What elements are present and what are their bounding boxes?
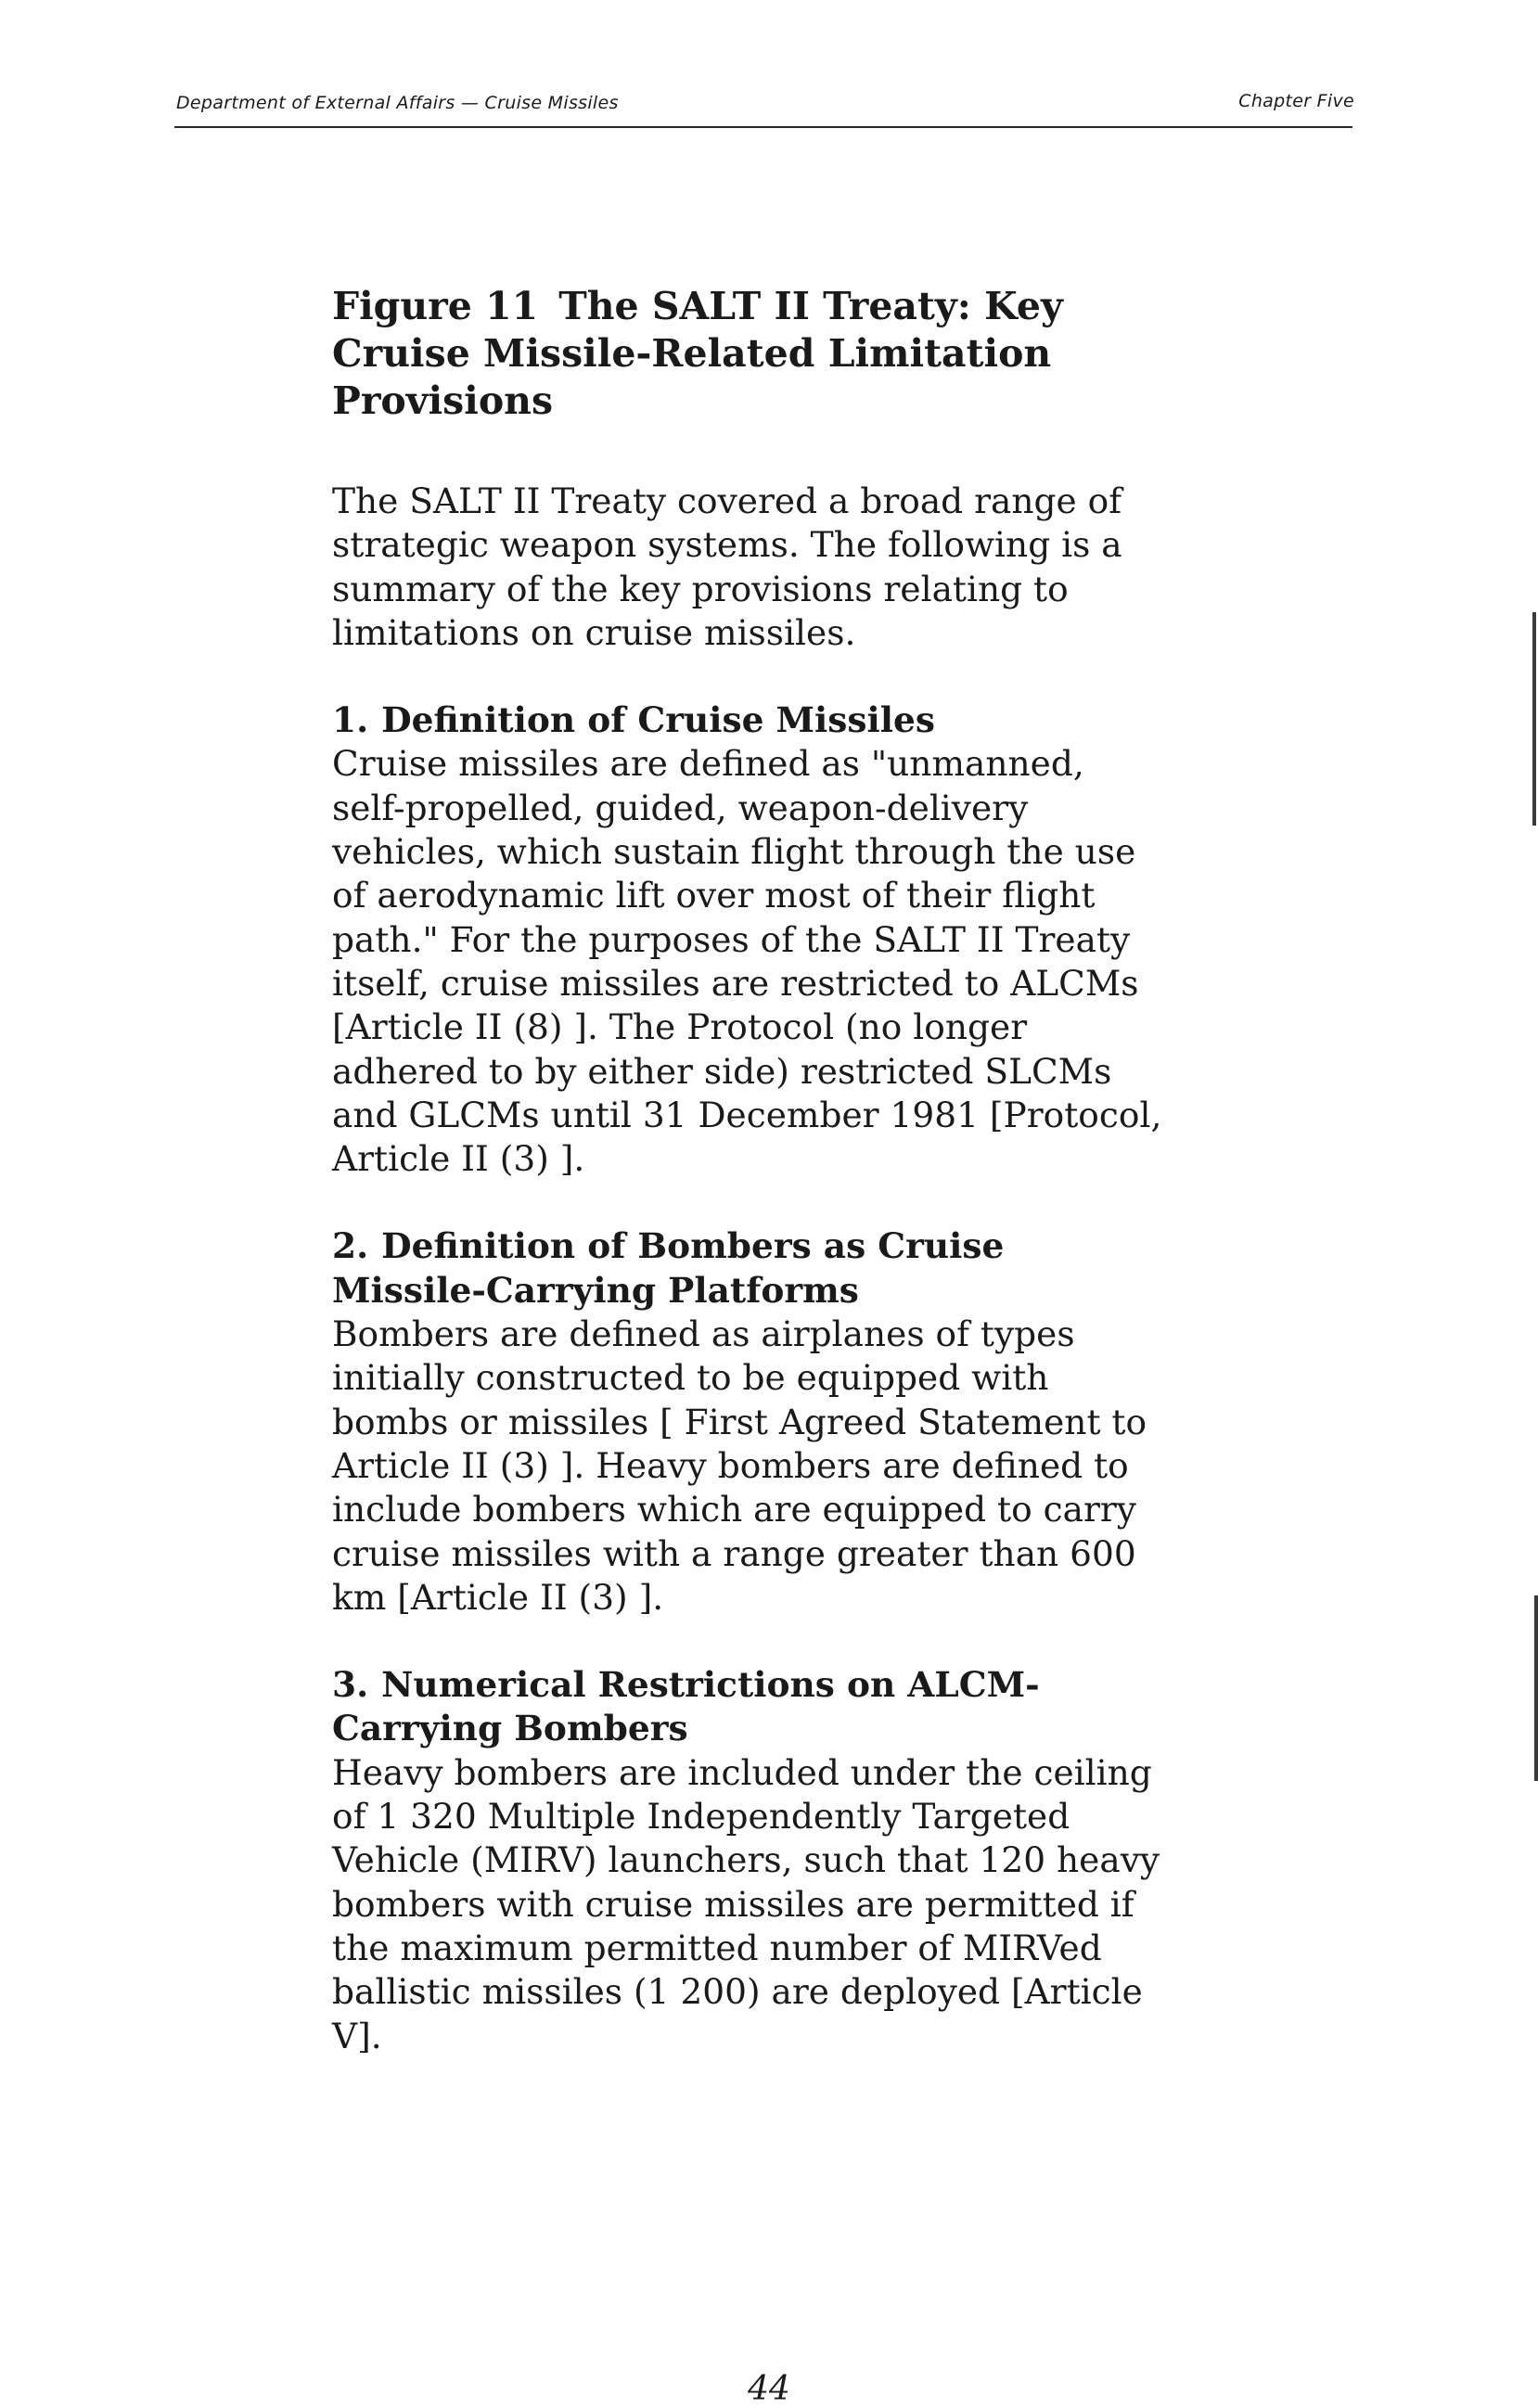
section-numerical-restrictions [332, 1663, 1167, 2058]
running-header-left: Department of External Affairs — Cruise Missiles [176, 93, 619, 113]
section-heading [332, 1663, 1167, 1751]
section-body: Bombers are defined as airplanes of types initially constructed to be equipped with bombs or missiles [ First Agreed Statement to Article II (3) ]. Heavy bombers are defined to include bombers which are equipped to carry cruise missiles with a range greater than 600 km [Article II (3) ]. [332, 1313, 1147, 1618]
section-heading [332, 1224, 1167, 1313]
section-bomber-definition [332, 1224, 1167, 1620]
header-rule [174, 126, 1352, 128]
section-cruise-missile-definition [332, 698, 1167, 1181]
section-heading-text: Definition of Cruise Missiles [381, 699, 935, 741]
section-heading-text: Definition of Bombers as Cruise Missile-Carrying Platforms [332, 1225, 1005, 1311]
section-body: Cruise missiles are defined as "unmanned, self-propelled, guided, weapon-delivery vehicles, which sustain flight through the use of aerodynamic lift over most of their flight path." For the purposes of the SALT II Treaty itself, cruise missiles are restricted to ALCMs [Article II (8) ]. The Protocol (no longer adhered to by either side) restricted SLCMs and GLCMs until 31 December 1981 [Protocol, Article II (3) ]. [332, 743, 1162, 1180]
section-heading [332, 698, 1167, 742]
scan-edge-mark [1534, 1595, 1538, 1781]
section-heading-text: Numerical Restrictions on ALCM-Carrying Bombers [332, 1664, 1040, 1749]
page-number: 44 [748, 2370, 790, 2408]
section-number: 1. [332, 699, 369, 741]
running-header-right: Chapter Five [1238, 91, 1354, 111]
figure-title [332, 283, 1167, 425]
section-body: Heavy bombers are included under the ceiling of 1 320 Multiple Independently Targeted Vehicle (MIRV) launchers, such that 120 heavy bombers with cruise missiles are permitted if the maximum permitted number of MIRVed ballistic missiles (1 200) are deployed [Article V]. [332, 1751, 1160, 2056]
intro-paragraph: The SALT II Treaty covered a broad range of strategic weapon systems. The following is a summary of the key provisions relating to limitations on cruise missiles. [332, 480, 1122, 653]
page-content [332, 283, 1167, 2102]
figure-number: Figure 11 [332, 284, 539, 328]
section-number: 3. [332, 1664, 369, 1706]
section-number: 2. [332, 1225, 369, 1267]
figure-title-text: The SALT II Treaty: Key Cruise Missile-Related Limitation Provisions [332, 284, 1063, 423]
scan-edge-mark [1532, 612, 1536, 826]
